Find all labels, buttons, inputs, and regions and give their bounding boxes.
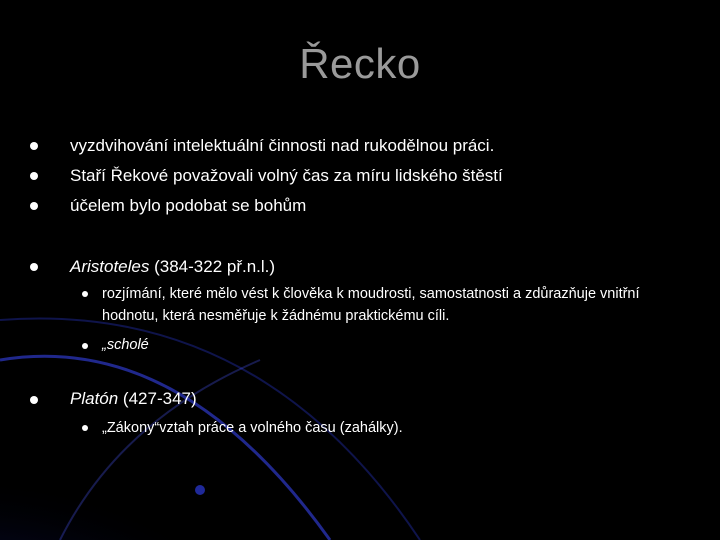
sub-bullet-icon bbox=[82, 291, 88, 297]
bullet-text-1: vyzdvihování intelektuální činnosti nad rukodělnou práci. bbox=[70, 136, 495, 155]
sub-bullet-text-2: „scholé bbox=[102, 337, 149, 353]
bullet-text-aristoteles bbox=[70, 257, 275, 277]
platon-years: (427-347) bbox=[118, 389, 197, 408]
slide-title: Řecko bbox=[299, 40, 421, 87]
bullet-icon bbox=[30, 142, 38, 150]
bullet-icon bbox=[30, 202, 38, 210]
bullet-icon bbox=[30, 263, 38, 271]
sub-bullet-icon bbox=[82, 343, 88, 349]
sub-bullet-text-1: rozjímání, které mělo vést k člověka k moudrosti, samostatnosti a zdůrazňuje vnitřní hodnotu, která nesměřuje k žádnému praktickému cíli. bbox=[102, 286, 640, 324]
platon-name: Platón bbox=[70, 389, 119, 408]
bullet-icon bbox=[30, 396, 38, 404]
bullet-text-3: účelem bylo podobat se bohům bbox=[70, 196, 307, 215]
sub-bullet-icon bbox=[82, 425, 88, 431]
bullet-text-platon bbox=[70, 389, 197, 409]
aristoteles-name: Aristoteles bbox=[70, 257, 150, 276]
aristoteles-years: (384-322 př.n.l.) bbox=[149, 257, 276, 276]
sub-bullet-text-3: „Zákony“vztah práce a volného času (zahálky). bbox=[102, 420, 403, 436]
bullet-text-2: Staří Řekové považovali volný čas za míru lidského štěstí bbox=[70, 166, 503, 185]
bullet-icon bbox=[30, 172, 38, 180]
